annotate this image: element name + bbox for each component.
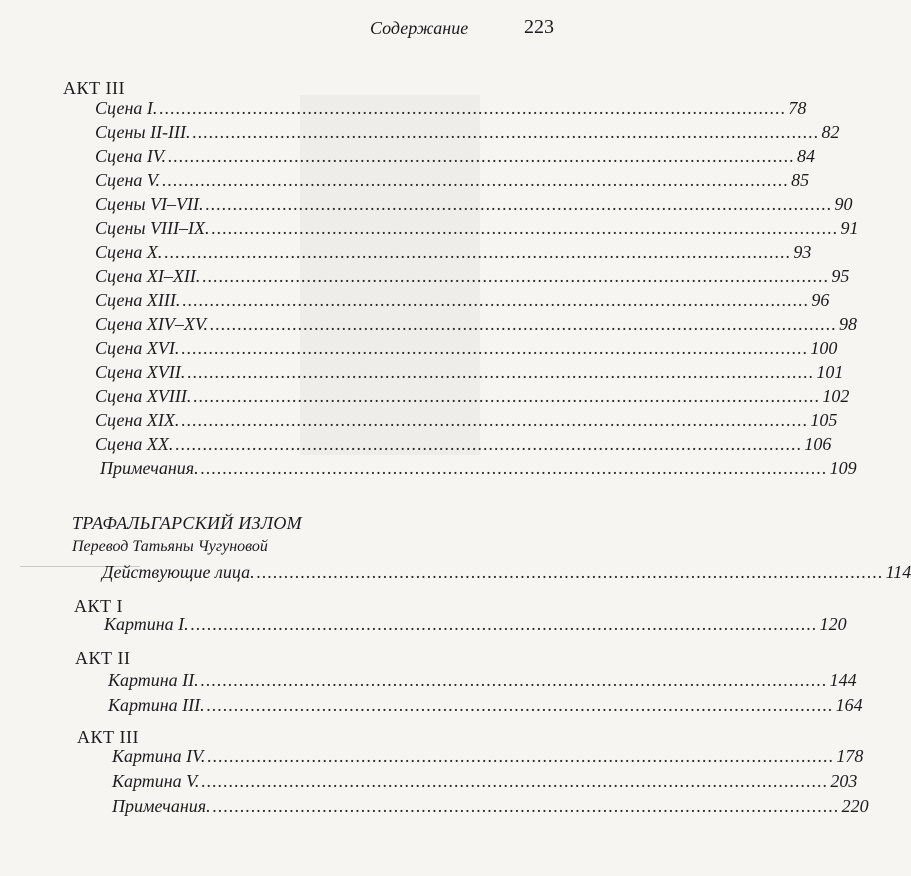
dot-leader: .................................................................................................................. — [193, 386, 821, 406]
toc-entry-page: 84 — [797, 146, 816, 166]
toc-entry-page: 95 — [831, 266, 850, 286]
toc-entry[interactable] — [100, 456, 857, 480]
work-title: ТРАФАЛЬГАРСКИЙ ИЗЛОМ — [72, 513, 302, 533]
toc-entry-page: 78 — [788, 98, 807, 118]
toc-entry-label: Сцена XVIII. — [95, 386, 192, 406]
dot-leader: .................................................................................................................. — [207, 746, 835, 766]
toc-entry-label: Картина V. — [112, 771, 200, 791]
toc-entry[interactable] — [95, 384, 850, 408]
toc-entry-label: Сцена XX. — [95, 434, 174, 454]
dot-leader: .................................................................................................................. — [192, 122, 820, 142]
toc-entry-label: Картина III. — [108, 695, 205, 715]
dot-leader: .................................................................................................................. — [181, 410, 809, 430]
toc-entry-page: 114 — [885, 562, 911, 582]
dot-leader: .................................................................................................................. — [187, 362, 815, 382]
running-head — [0, 14, 600, 44]
dot-leader: .................................................................................................................. — [206, 695, 834, 715]
toc-entry-page: 96 — [811, 290, 830, 310]
act-heading: АКТ III — [63, 78, 125, 98]
dot-leader: .................................................................................................................. — [210, 314, 838, 334]
toc-entry-label: Сцены VI–VII. — [95, 194, 204, 214]
toc-entry[interactable] — [108, 668, 857, 692]
toc-entry-label: Сцена XI–XII. — [95, 266, 201, 286]
toc-entry[interactable] — [112, 769, 858, 793]
dot-leader: .................................................................................................................. — [201, 771, 829, 791]
dot-leader: .................................................................................................................. — [168, 146, 796, 166]
toc-entry[interactable] — [95, 192, 853, 216]
dot-leader: .................................................................................................................. — [162, 170, 790, 190]
dot-leader: .................................................................................................................. — [200, 458, 828, 478]
act-heading: АКТ I — [74, 596, 123, 616]
toc-entry[interactable] — [95, 288, 830, 312]
toc-entry-label: Сцены VIII–IX. — [95, 218, 210, 238]
toc-entry[interactable] — [95, 240, 812, 264]
toc-entry[interactable] — [95, 264, 850, 288]
toc-entry-page: 98 — [839, 314, 858, 334]
toc-entry-page: 85 — [791, 170, 810, 190]
toc-entry[interactable] — [112, 794, 869, 818]
toc-entry[interactable] — [95, 312, 858, 336]
toc-entry[interactable] — [95, 432, 832, 456]
toc-entry-label: Картина IV. — [112, 746, 206, 766]
dot-leader: .................................................................................................................. — [164, 242, 792, 262]
dot-leader: .................................................................................................................. — [202, 266, 830, 286]
toc-entry[interactable] — [104, 612, 847, 636]
toc-entry-label: Сцена XIX. — [95, 410, 180, 430]
dot-leader: .................................................................................................................. — [159, 98, 787, 118]
toc-entry-page: 91 — [840, 218, 859, 238]
toc-entry-label: Сцена XVII. — [95, 362, 186, 382]
translator-credit: Перевод Татьяны Чугуновой — [72, 538, 268, 555]
act-heading: АКТ III — [77, 727, 139, 747]
toc-entry-page: 120 — [819, 614, 847, 634]
toc-entry-label: Сцена XIII. — [95, 290, 181, 310]
dot-leader: .................................................................................................................. — [175, 434, 803, 454]
toc-entry-page: 109 — [829, 458, 857, 478]
toc-entry-page: 178 — [836, 746, 864, 766]
running-title: Содержание — [370, 18, 469, 38]
dot-leader: .................................................................................................................. — [182, 290, 810, 310]
toc-entry-page: 101 — [816, 362, 844, 382]
toc-entry-label: Сцена IV. — [95, 146, 167, 166]
dot-leader: .................................................................................................................. — [205, 194, 833, 214]
toc-entry-label: Сцена V. — [95, 170, 161, 190]
toc-entry-page: 82 — [821, 122, 840, 142]
toc-entry-label: Сцена XVI. — [95, 338, 180, 358]
toc-entry[interactable] — [95, 96, 807, 120]
toc-entry-page: 102 — [822, 386, 850, 406]
toc-entry-page: 100 — [810, 338, 838, 358]
toc-entry[interactable] — [95, 360, 844, 384]
toc-entry[interactable] — [95, 120, 840, 144]
toc-entry-page: 90 — [834, 194, 853, 214]
toc-entry-label: Сцены II-III. — [95, 122, 191, 142]
toc-entry-page: 106 — [804, 434, 832, 454]
toc-entry[interactable] — [108, 693, 863, 717]
toc-entry-page: 220 — [841, 796, 869, 816]
toc-entry-page: 144 — [829, 670, 857, 690]
toc-entry-characters[interactable] — [102, 560, 911, 584]
toc-entry[interactable] — [95, 168, 810, 192]
toc-entry[interactable] — [95, 216, 859, 240]
dot-leader: .................................................................................................................. — [190, 614, 818, 634]
toc-entry[interactable] — [95, 408, 838, 432]
dot-leader: .................................................................................................................. — [256, 562, 884, 582]
toc-entry-page: 203 — [830, 771, 858, 791]
dot-leader: .................................................................................................................. — [211, 218, 839, 238]
dot-leader: .................................................................................................................. — [212, 796, 840, 816]
toc-entry-label: Картина I. — [104, 614, 189, 634]
toc-entry-page: 105 — [810, 410, 838, 430]
toc-entry[interactable] — [95, 336, 838, 360]
toc-entry-label: Сцена I. — [95, 98, 158, 118]
toc-entry[interactable] — [112, 744, 864, 768]
toc-entry-page: 164 — [835, 695, 863, 715]
toc-entry[interactable] — [95, 144, 816, 168]
dot-leader: .................................................................................................................. — [200, 670, 828, 690]
toc-entry-label: Примечания. — [100, 458, 199, 478]
toc-entry-page: 93 — [793, 242, 812, 262]
toc-entry-label: Действующие лица. — [102, 562, 255, 582]
toc-entry-label: Примечания. — [112, 796, 211, 816]
page-number: 223 — [524, 16, 554, 38]
toc-entry-label: Сцена XIV–XV. — [95, 314, 209, 334]
toc-entry-label: Картина II. — [108, 670, 199, 690]
toc-entry-label: Сцена X. — [95, 242, 163, 262]
dot-leader: .................................................................................................................. — [181, 338, 809, 358]
act-heading: АКТ II — [75, 648, 131, 668]
